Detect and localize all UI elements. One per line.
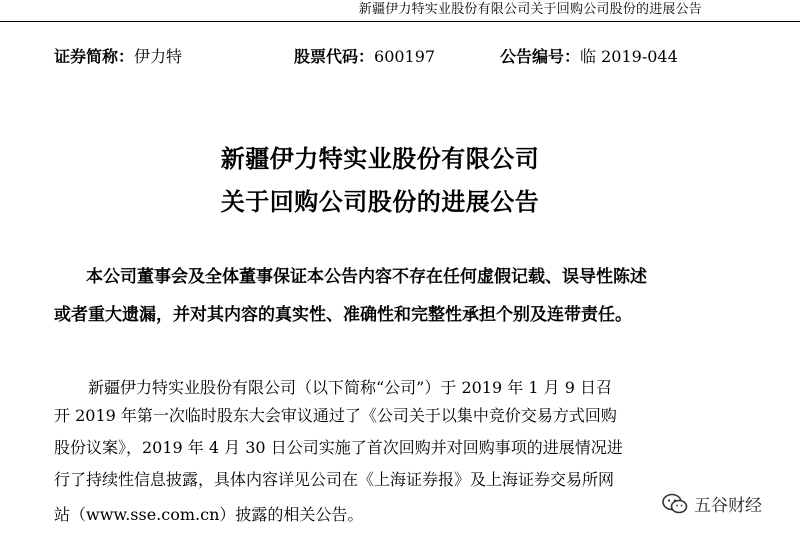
document-title-line-2: 关于回购公司股份的进展公告 (220, 187, 540, 216)
document-title-line-1: 新疆伊力特实业股份有限公司 (220, 144, 540, 173)
stock-short-name-label: 证券简称： (54, 47, 135, 66)
board-notice-line-1: 本公司董事会及全体董事保证本公告内容不存在任何虚假记载、误导性陈述 (86, 267, 647, 287)
body-line-5: 站（www.sse.com.cn）披露的相关公告。 (54, 505, 364, 524)
wechat-icon (662, 493, 688, 515)
stock-short-name-value: 伊力特 (134, 47, 183, 66)
body-line-1: 新疆伊力特实业股份有限公司（以下简称“公司”）于 2019 年 1 月 9 日召 (88, 378, 612, 397)
stock-code-value: 600197 (374, 47, 436, 66)
header-rule (0, 21, 800, 22)
body-line-3: 股份议案》，2019 年 4 月 30 日公司实施了首次回购并对回购事项的进展情况进 (54, 438, 623, 457)
board-notice-line-2: 或者重大遗漏，并对其内容的真实性、准确性和完整性承担个别及连带责任。 (54, 305, 632, 325)
stock-short-name (54, 46, 182, 68)
body-line-4: 行了持续性信息披露，具体内容详见公司在《上海证券报》及上海证券交易所网 (54, 470, 615, 489)
body-line-2: 开 2019 年第一次临时股东大会审议通过了《公司关于以集中竞价交易方式回购 (54, 406, 617, 425)
running-header: 新疆伊力特实业股份有限公司关于回购公司股份的进展公告 (358, 2, 702, 17)
watermark-text: 五谷财经 (694, 496, 762, 516)
source-watermark (662, 491, 762, 516)
stock-code-label: 股票代码： (294, 47, 375, 66)
announcement-number (500, 46, 678, 68)
announcement-number-label: 公告编号： (500, 47, 581, 66)
announcement-number-value: 临 2019-044 (580, 47, 678, 66)
stock-code (294, 46, 435, 68)
